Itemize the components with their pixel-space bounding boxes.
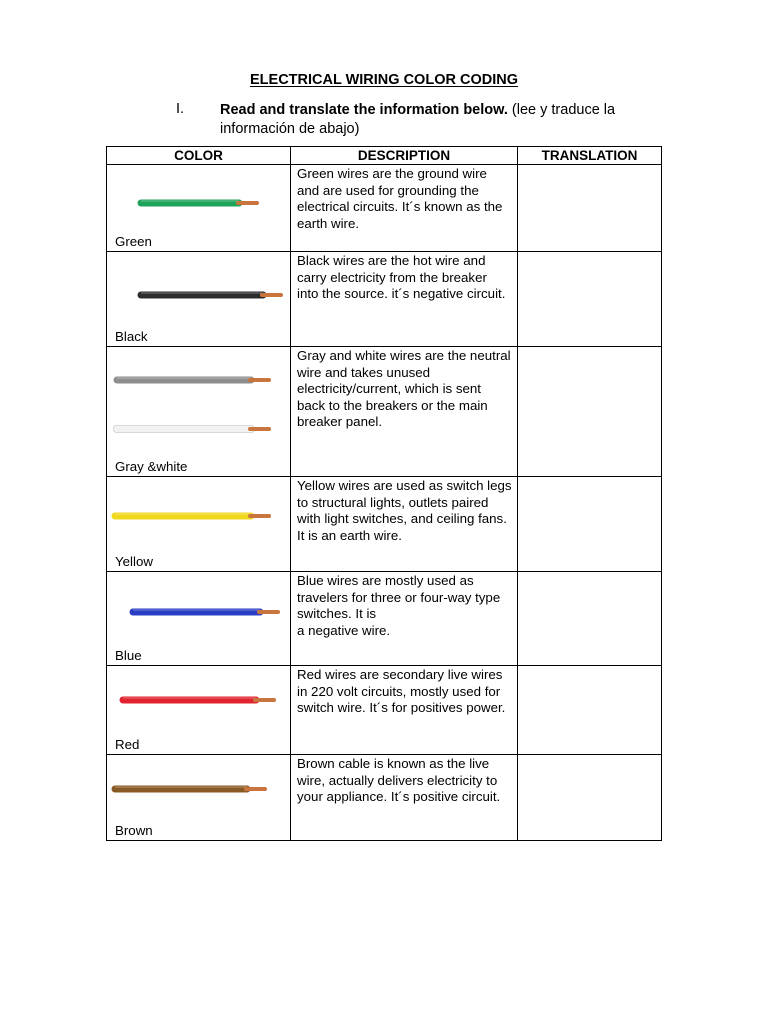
instruction-rest: (lee y traduce la información de abajo) xyxy=(220,102,616,137)
header-description: DESCRIPTION xyxy=(291,147,518,165)
header-translation: TRANSLATION xyxy=(518,147,662,165)
color-cell xyxy=(107,347,291,477)
wire-color-table xyxy=(106,146,662,841)
description-cell xyxy=(291,165,518,252)
color-name: Green xyxy=(115,234,152,249)
description-cell xyxy=(291,252,518,347)
table-row xyxy=(107,572,662,666)
table-row xyxy=(107,666,662,755)
wire-1 xyxy=(141,293,281,295)
translation-cell[interactable] xyxy=(518,666,662,755)
color-cell xyxy=(107,755,291,841)
wire-2-b xyxy=(117,427,269,429)
color-cell xyxy=(107,477,291,572)
table-row xyxy=(107,477,662,572)
document-title: ELECTRICAL WIRING COLOR CODING xyxy=(250,72,518,88)
wire-image xyxy=(107,347,291,477)
translation-cell[interactable] xyxy=(518,572,662,666)
translation-cell[interactable] xyxy=(518,252,662,347)
description-text: Green wires are the ground wire and are used for grounding the electrical circuits. It´s known as the earth wire. xyxy=(297,166,503,231)
description-cell xyxy=(291,755,518,841)
color-cell xyxy=(107,666,291,755)
wire-2 xyxy=(117,378,269,380)
translation-cell[interactable] xyxy=(518,477,662,572)
description-cell xyxy=(291,666,518,755)
color-name: Yellow xyxy=(115,554,153,569)
description-cell xyxy=(291,477,518,572)
description-text: Gray and white wires are the neutral wire and takes unused electricity/current, which is sent back to the breakers or the main breaker panel. xyxy=(297,348,511,429)
color-cell xyxy=(107,572,291,666)
description-text: Red wires are secondary live wires in 220 volt circuits, mostly used for switch wire. It´s for positives power. xyxy=(297,667,506,715)
wire-3 xyxy=(115,514,269,516)
translation-cell[interactable] xyxy=(518,347,662,477)
instruction-number: I. xyxy=(176,101,185,117)
translation-cell[interactable] xyxy=(518,755,662,841)
color-cell xyxy=(107,165,291,252)
table-row xyxy=(107,252,662,347)
table-row xyxy=(107,165,662,252)
description-text: Black wires are the hot wire and carry electricity from the breaker into the source. it´s negative circuit. xyxy=(297,253,506,301)
header-color: COLOR xyxy=(107,147,291,165)
table-header-row xyxy=(107,147,662,165)
description-text: Yellow wires are used as switch legs to structural lights, outlets paired with light switches, and ceiling fans. It is an earth wire. xyxy=(297,478,512,543)
instruction-bold: Read and translate the information below. xyxy=(220,102,508,118)
wire-4 xyxy=(133,610,278,612)
color-name: Red xyxy=(115,737,140,752)
table-row xyxy=(107,347,662,477)
color-cell xyxy=(107,252,291,347)
wire-0 xyxy=(141,201,257,203)
wire-5 xyxy=(123,698,274,700)
description-text: Blue wires are mostly used as travelers for three or four-way type switches. It is a negative wire. xyxy=(297,573,501,638)
description-text: Brown cable is known as the live wire, actually delivers electricity to your appliance. It´s positive circuit. xyxy=(297,756,501,804)
description-cell xyxy=(291,347,518,477)
instruction-text xyxy=(220,101,640,139)
color-name: Black xyxy=(115,329,148,344)
color-name: Brown xyxy=(115,823,153,838)
description-cell xyxy=(291,572,518,666)
table-row xyxy=(107,755,662,841)
color-name: Blue xyxy=(115,648,142,663)
wire-6 xyxy=(115,787,265,789)
translation-cell[interactable] xyxy=(518,165,662,252)
color-name: Gray &white xyxy=(115,459,188,474)
